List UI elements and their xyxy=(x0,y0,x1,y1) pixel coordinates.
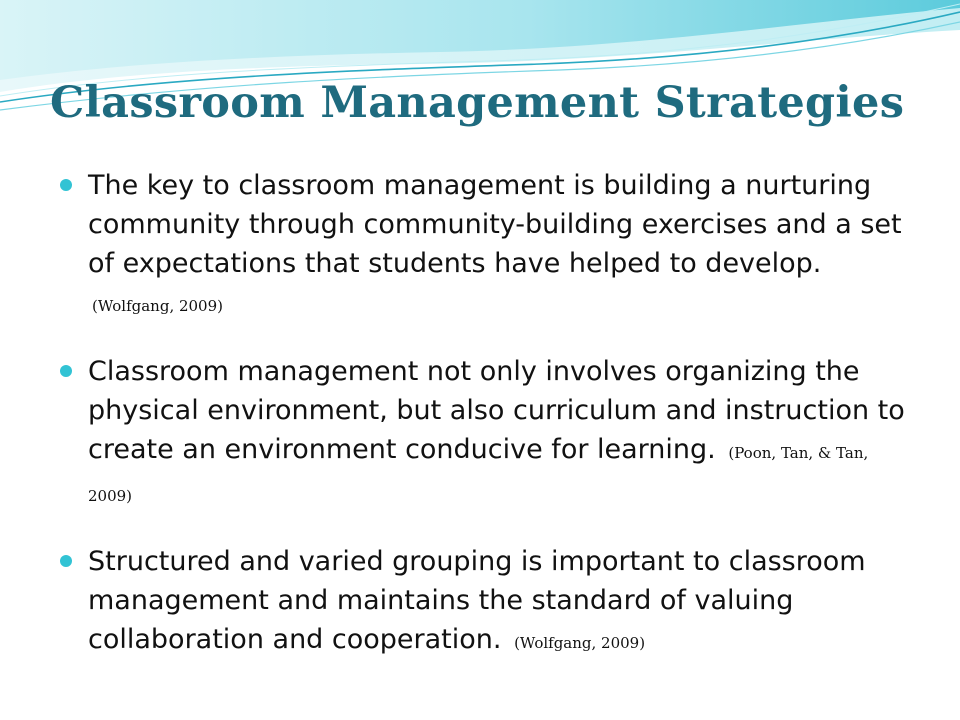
bullet-item xyxy=(60,542,910,663)
slide-title: Classroom Management Strategies xyxy=(50,78,905,128)
bullet-item xyxy=(60,166,910,326)
bullet-citation: (Wolfgang, 2009) xyxy=(92,297,224,315)
bullet-citation: (Wolfgang, 2009) xyxy=(514,634,646,652)
bullet-marker-icon xyxy=(60,179,72,191)
bullet-list xyxy=(60,166,910,689)
bullet-marker-icon xyxy=(60,555,72,567)
bullet-item xyxy=(60,352,910,516)
bullet-text: Classroom management not only involves organizing the physical environment, but also curriculum and instruction to create an environment conducive for learning. xyxy=(88,356,905,465)
bullet-text: The key to classroom management is building a nurturing community through community-building exercises and a set of expectations that students have helped to develop. xyxy=(88,170,902,279)
bullet-citation: (Poon, Tan, & Tan, 2009) xyxy=(88,444,869,505)
bullet-marker-icon xyxy=(60,365,72,377)
bullet-text: Structured and varied grouping is important to classroom management and maintains the standard of valuing collaboration and cooperation. xyxy=(88,546,866,655)
